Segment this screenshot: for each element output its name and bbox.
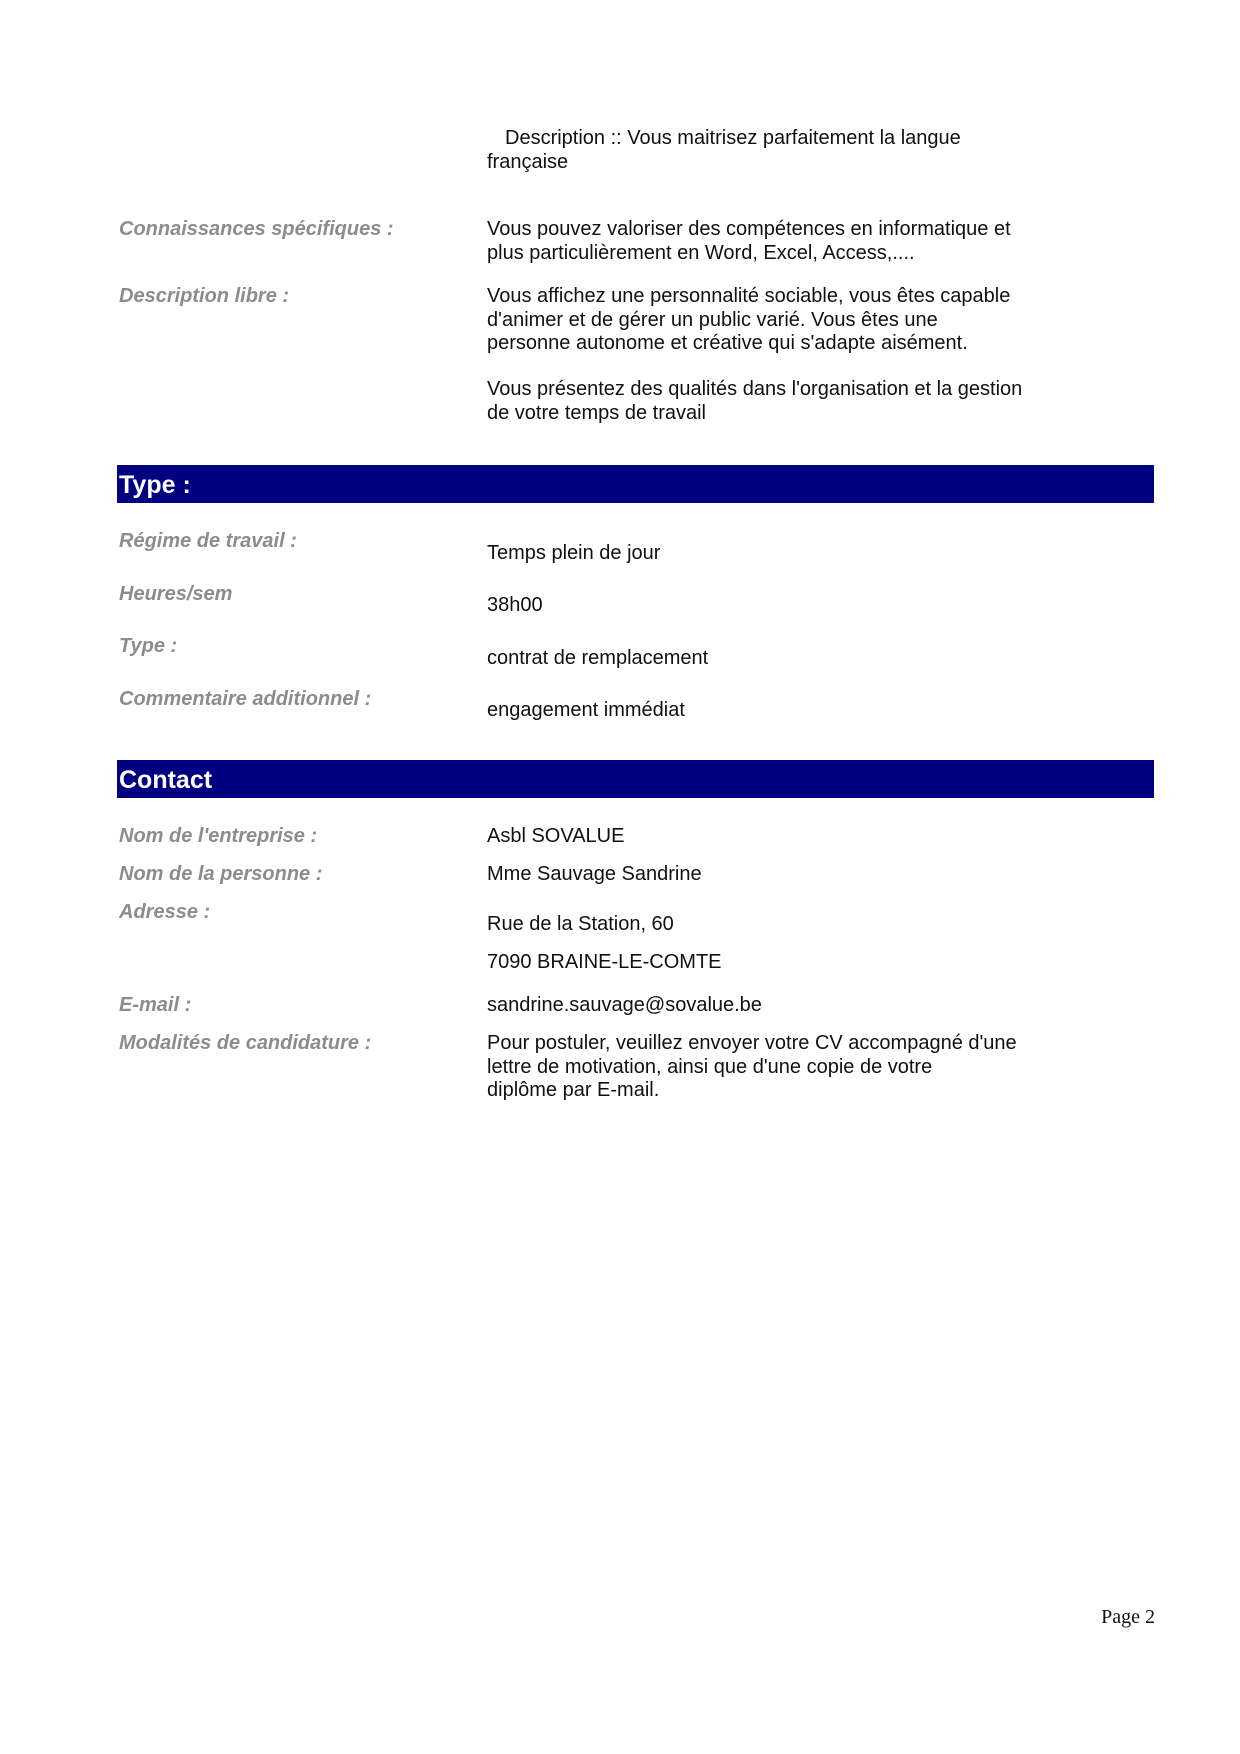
top-description: [487, 127, 1087, 174]
regime-value: Temps plein de jour: [487, 542, 661, 564]
description-libre-line: de votre temps de travail: [487, 401, 706, 424]
type-label: Type :: [119, 635, 178, 657]
regime-label: Régime de travail :: [119, 530, 297, 552]
description-libre-para-1: [487, 285, 1087, 356]
description-libre-para-2: [487, 378, 1087, 425]
adresse-line-1: Rue de la Station, 60: [487, 913, 674, 935]
heures-label: Heures/sem: [119, 583, 233, 605]
description-libre-line: Vous présentez des qualités dans l'organisation et la gestion: [487, 378, 1023, 400]
description-libre-label: Description libre :: [119, 285, 290, 307]
top-description-line-2: française: [487, 150, 569, 173]
commentaire-value: engagement immédiat: [487, 699, 685, 721]
heures-value: 38h00: [487, 594, 543, 616]
modalites-line: diplôme par E-mail.: [487, 1079, 660, 1101]
email-label: E-mail :: [119, 994, 192, 1016]
connaissances-value: [487, 218, 1087, 265]
connaissances-line: Vous pouvez valoriser des compétences en informatique et: [487, 218, 1011, 240]
personne-label: Nom de la personne :: [119, 863, 323, 885]
adresse-label: Adresse :: [119, 901, 211, 923]
modalites-line: lettre de motivation, ainsi que d'une copie de votre: [487, 1055, 933, 1078]
entreprise-value: Asbl SOVALUE: [487, 825, 625, 847]
adresse-line-2: 7090 BRAINE-LE-COMTE: [487, 951, 722, 973]
top-description-line-1: Description :: Vous maitrisez parfaitement la langue: [505, 127, 961, 149]
description-libre-line: personne autonome et créative qui s'adapte aisément.: [487, 332, 968, 354]
connaissances-line: plus particulièrement en Word, Excel, Access,....: [487, 241, 915, 264]
commentaire-label: Commentaire additionnel :: [119, 688, 372, 710]
email-value: sandrine.sauvage@sovalue.be: [487, 994, 762, 1016]
modalites-value: [487, 1032, 1087, 1103]
type-value: contrat de remplacement: [487, 647, 709, 669]
personne-value: Mme Sauvage Sandrine: [487, 863, 702, 885]
contact-section-heading: Contact: [117, 760, 1154, 798]
page-number: Page 2: [1101, 1606, 1155, 1628]
description-libre-line: d'animer et de gérer un public varié. Vous êtes une: [487, 308, 938, 331]
type-section-heading: Type :: [117, 465, 1154, 503]
entreprise-label: Nom de l'entreprise :: [119, 825, 318, 847]
description-libre-line: Vous affichez une personnalité sociable, vous êtes capable: [487, 285, 1011, 307]
modalites-label: Modalités de candidature :: [119, 1032, 372, 1054]
modalites-line: Pour postuler, veuillez envoyer votre CV accompagné d'une: [487, 1032, 1017, 1054]
connaissances-label: Connaissances spécifiques :: [119, 218, 394, 240]
